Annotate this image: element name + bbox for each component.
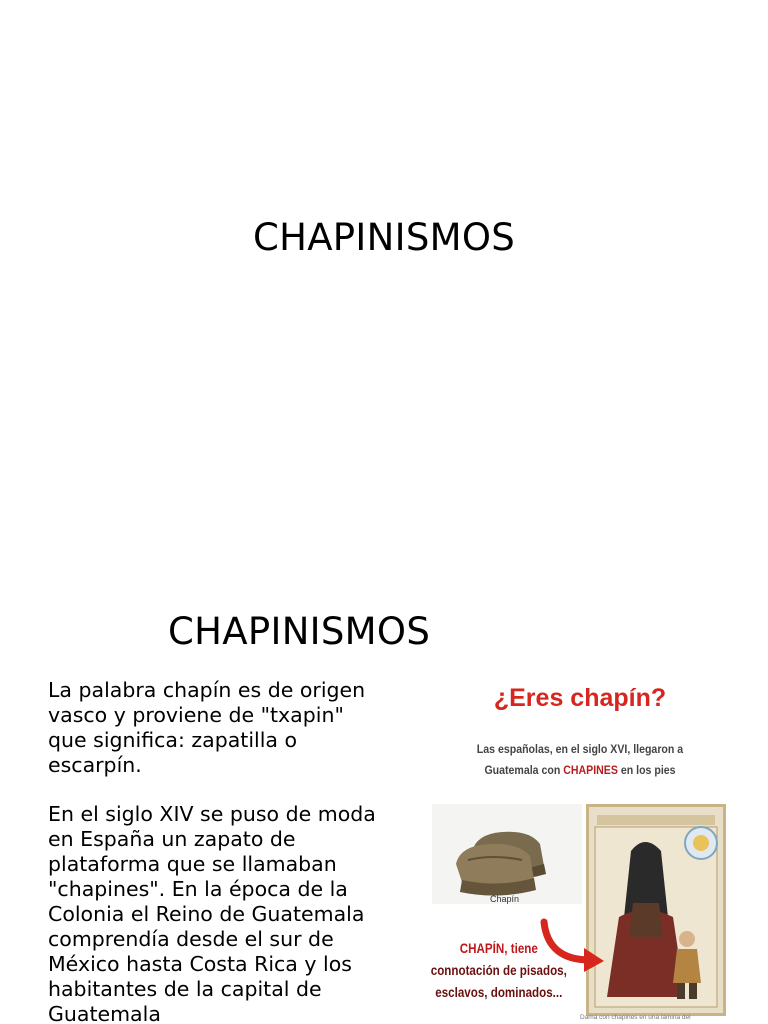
chapin-shoe-icon xyxy=(432,804,582,904)
colonial-painting xyxy=(586,804,726,1016)
subtitle-line-2a: Guatemala con xyxy=(484,765,564,777)
slide-1-title: CHAPINISMOS xyxy=(252,216,516,259)
subtitle-line-2b: en los pies xyxy=(617,765,676,777)
subtitle-line-1: Las españolas, en el siglo XVI, llegaron a xyxy=(476,744,684,756)
paragraph-history: En el siglo XIV se puso de moda en España un zapato de plataforma que se llamaban "chapines". En la época de la Colonia el Reino de Guatemala comprendía desde el sur de México hasta Costa Rica y los habitantes de la capital de Guatemala xyxy=(48,802,376,1024)
caption-line-2: connotación de pisados, xyxy=(430,963,567,978)
shoe-label: Chapín xyxy=(490,894,520,904)
caption-line-1: CHAPÍN, tiene xyxy=(459,941,538,956)
red-caption xyxy=(430,938,568,1004)
caption-line-3: esclavos, dominados... xyxy=(435,985,563,1000)
chapin-infographic xyxy=(430,680,730,1024)
infographic-heading: ¿Eres chapín? xyxy=(493,684,667,712)
paragraph-origin: La palabra chapín es de origen vasco y proviene de "txapin" que significa: zapatilla o escarpín. xyxy=(48,678,366,777)
slide-2-body xyxy=(48,678,388,1024)
shoe-image xyxy=(432,804,582,904)
slide-2-title: CHAPINISMOS xyxy=(168,610,431,653)
lady-painting-icon xyxy=(589,807,723,1013)
painting-caption: Dama con chapines en una lámina del xyxy=(580,1014,691,1021)
infographic-subtitle xyxy=(442,740,718,782)
subtitle-caps: CHAPINES xyxy=(563,765,618,777)
